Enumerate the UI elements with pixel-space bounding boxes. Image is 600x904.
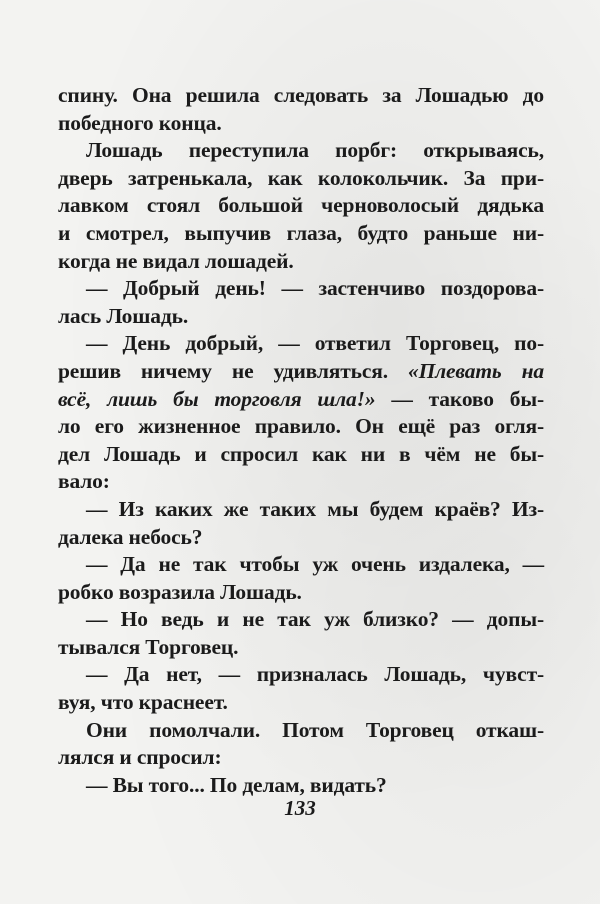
- text-fragment: решив ничему не удивляться.: [58, 358, 408, 383]
- text-line: Лошадь переступила порбг: открываясь,: [86, 138, 544, 163]
- text-line: победного конца.: [58, 110, 222, 135]
- text-line: и смотрел, выпучив глаза, будто раньше ни-: [58, 220, 544, 245]
- text-line: дверь затренькала, как колокольчик. За при-: [58, 165, 544, 190]
- text-line: вало:: [58, 469, 110, 494]
- text-line: — Вы того... По делам, видать?: [86, 772, 387, 797]
- text-line: ло его жизненное правило. Он ещё раз огля-: [58, 414, 544, 439]
- page-number: 133: [284, 796, 316, 820]
- text-line: — Но ведь и не так уж близко? — допы-: [86, 607, 544, 632]
- body-text: [58, 82, 544, 799]
- text-line: лялся и спросил:: [58, 745, 222, 770]
- text-line: лась Лошадь.: [58, 303, 189, 328]
- text-line: — Добрый день! — застенчиво поздорова-: [86, 276, 544, 301]
- text-line: — День добрый, — ответил Торговец, по-: [86, 331, 544, 356]
- text-line: тывался Торговец.: [58, 634, 239, 659]
- text-line: когда не видал лошадей.: [58, 248, 294, 273]
- text-line: — Да нет, — призналась Лошадь, чувст-: [86, 662, 544, 687]
- text-line-with-quote: [58, 358, 544, 386]
- text-line: — Да не так чтобы уж очень издалека, —: [86, 552, 544, 577]
- text-line: лавком стоял большой черноволосый дядька: [58, 193, 544, 218]
- text-line: далека небось?: [58, 524, 203, 549]
- text-line: вуя, что краснеет.: [58, 690, 228, 715]
- text-line: — Из каких же таких мы будем краёв? Из-: [86, 496, 544, 521]
- text-fragment: — таково бы-: [391, 386, 544, 411]
- italic-quote-start: «Плевать на: [407, 358, 544, 383]
- text-line: робко возразила Лошадь.: [58, 579, 302, 604]
- text-line: Они помолчали. Потом Торговец откаш-: [86, 717, 544, 742]
- text-line: спину. Она решила следовать за Лошадью до: [58, 83, 544, 107]
- text-line: дел Лошадь и спросил как ни в чём не бы-: [58, 441, 544, 466]
- italic-quote-end: всё, лишь бы торговля шла!»: [58, 386, 376, 411]
- text-line-with-quote: [58, 386, 544, 414]
